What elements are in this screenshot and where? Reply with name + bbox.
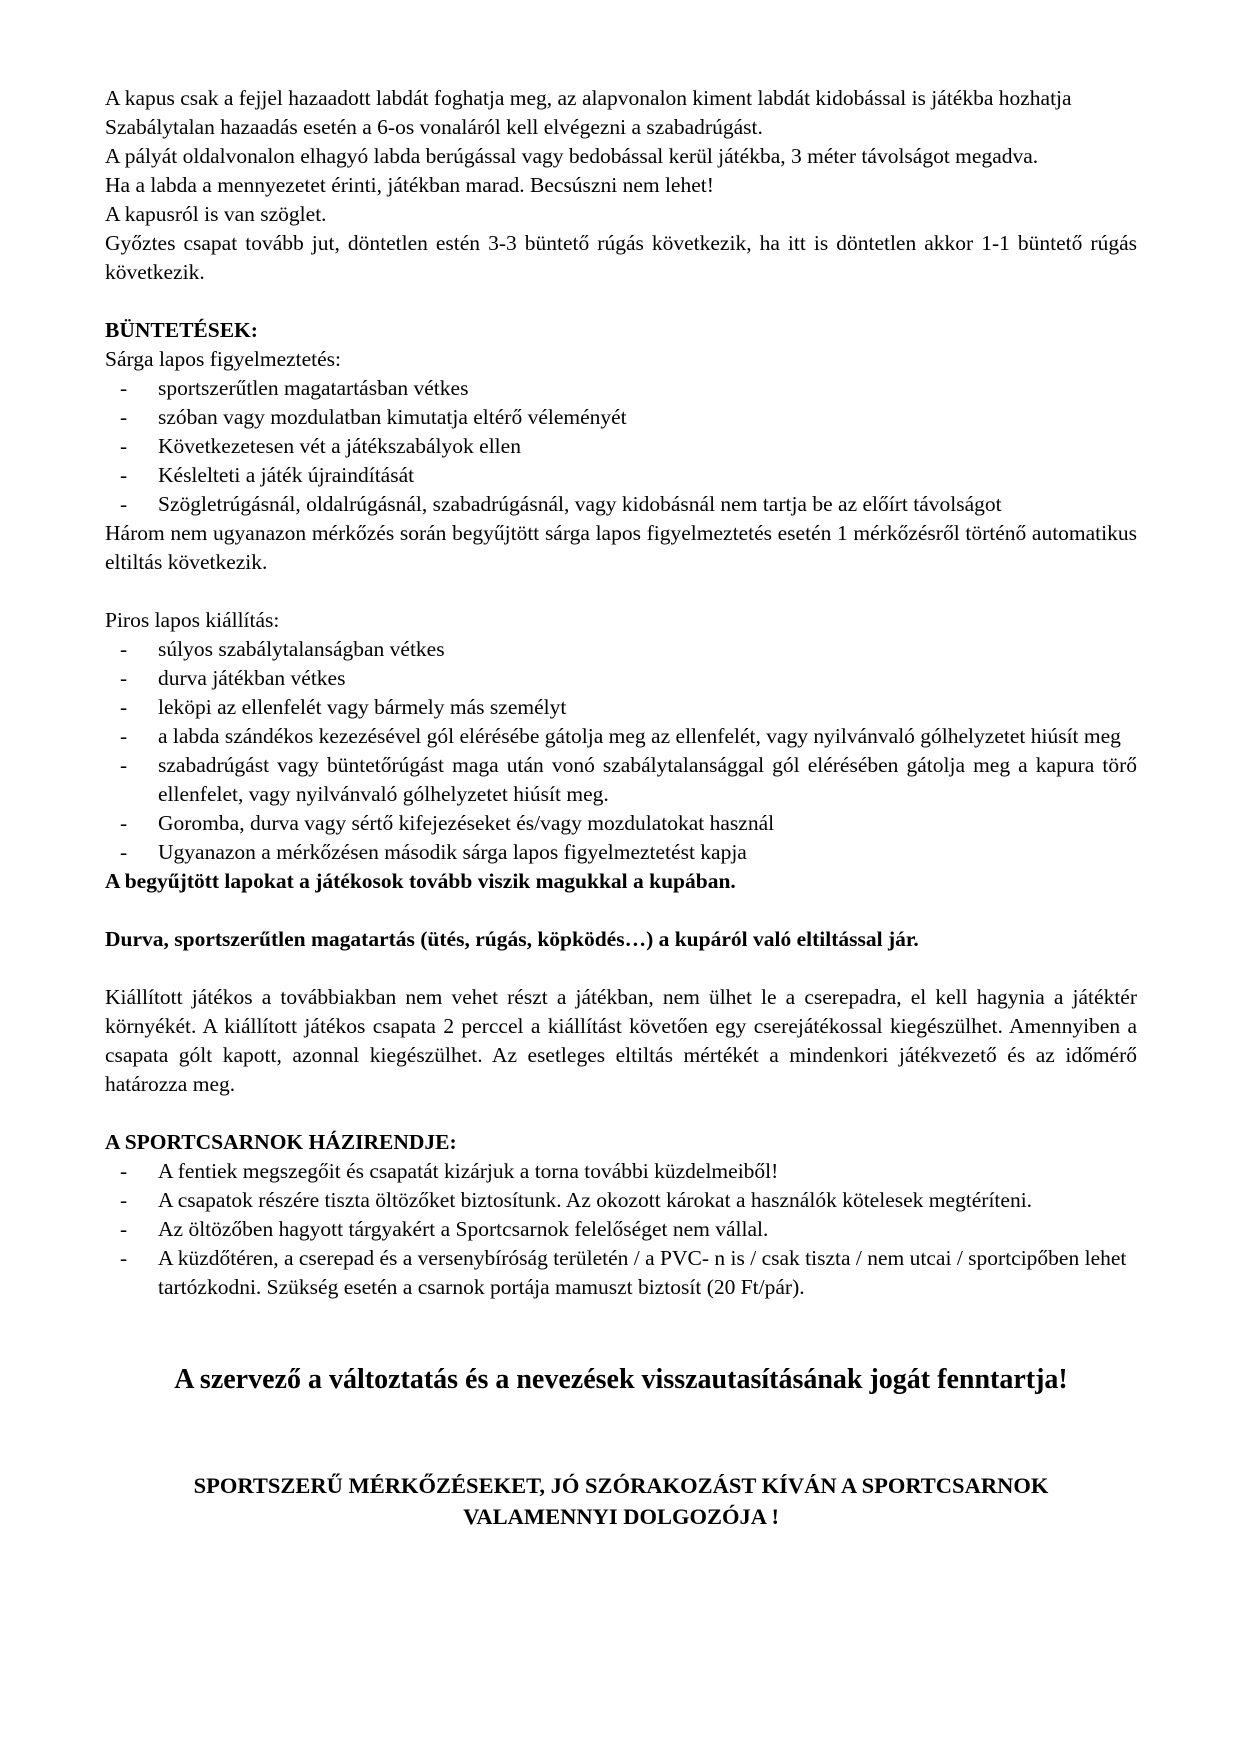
document-content xyxy=(105,84,1137,1532)
list-item xyxy=(105,1215,1137,1244)
list-item xyxy=(105,490,1137,519)
list-marker: - xyxy=(120,811,128,835)
list-marker: - xyxy=(120,1159,128,1183)
list-item-text: Ugyanazon a mérkőzésen második sárga lapos figyelmeztetést kapja xyxy=(158,840,747,864)
rules-paragraph: A kapusról is van szöglet. xyxy=(105,202,327,226)
list-item xyxy=(105,722,1137,751)
yellow-card-note: Három nem ugyanazon mérkőzés során begyűjtött sárga lapos figyelmeztetés esetén 1 mérkőzésről történő automatikus eltiltás következik. xyxy=(105,521,1137,574)
list-item-text: Következetesen vét a játékszabályok ellen xyxy=(158,434,521,458)
house-rules-heading: A SPORTCSARNOK HÁZIRENDJE: xyxy=(105,1130,457,1154)
list-item-text: Szögletrúgásnál, oldalrúgásnál, szabadrúgásnál, vagy kidobásnál nem tartja be az előírt távolságot xyxy=(158,492,1002,516)
list-item xyxy=(105,635,1137,664)
list-item-text: A küzdőtéren, a cserepad és a versenybíróság területén / a PVC- n is / csak tiszta / nem utcai / sportcipőben lehet tartózkodni. Szükség esetén a csarnok portája mamuszt biztosít (20 Ft/pár). xyxy=(158,1246,1127,1299)
red-card-list xyxy=(105,635,1137,867)
organizer-notice: A szervező a változtatás és a nevezések visszautasításának jogát fenntartja! xyxy=(174,1364,1068,1395)
list-item-text: A csapatok részére tiszta öltözőket biztosítunk. Az okozott károkat a használók kötelesek megtéríteni. xyxy=(158,1188,1033,1212)
list-item-text: Késlelteti a játék újraindítását xyxy=(158,463,415,487)
list-item xyxy=(105,664,1137,693)
closing-line-2: VALAMENNYI DOLGOZÓJA ! xyxy=(463,1504,779,1529)
list-marker: - xyxy=(120,637,128,661)
spacer xyxy=(105,1099,1137,1128)
list-item xyxy=(105,838,1137,867)
yellow-card-list xyxy=(105,374,1137,519)
list-item-text: szabadrúgást vagy büntetőrúgást maga után vonó szabálytalansággal gól elérésében gátolja meg a kapura törő ellenfelet, vagy nyilvánvaló gólhelyzetet hiúsít meg. xyxy=(158,753,1137,806)
list-marker: - xyxy=(120,695,128,719)
list-marker: - xyxy=(120,1246,128,1270)
list-marker: - xyxy=(120,724,128,748)
list-marker: - xyxy=(120,434,128,458)
list-item xyxy=(105,693,1137,722)
list-item-text: szóban vagy mozdulatban kimutatja eltérő véleményét xyxy=(158,405,627,429)
list-item xyxy=(105,403,1137,432)
closing-line-1: SPORTSZERŰ MÉRKŐZÉSEKET, JÓ SZÓRAKOZÁST KÍVÁN A SPORTCSARNOK xyxy=(193,1473,1049,1498)
rules-paragraph: Győztes csapat tovább jut, döntetlen estén 3-3 büntető rúgás következik, ha itt is döntetlen akkor 1-1 büntető rúgás következik. xyxy=(105,231,1137,284)
list-marker: - xyxy=(120,463,128,487)
list-item-text: Goromba, durva vagy sértő kifejezéseket és/vagy mozdulatokat használ xyxy=(158,811,775,835)
list-item-text: durva játékban vétkes xyxy=(158,666,346,690)
list-item xyxy=(105,1157,1137,1186)
list-item xyxy=(105,751,1137,809)
list-marker: - xyxy=(120,376,128,400)
list-item xyxy=(105,809,1137,838)
list-marker: - xyxy=(120,492,128,516)
list-item xyxy=(105,1186,1137,1215)
sent-off-paragraph: Kiállított játékos a továbbiakban nem vehet részt a játékban, nem ülhet le a cserepadra, el kell hagynia a játéktér környékét. A kiállított játékos csapata 2 perccel a kiállítást követően egy cserejátékossal kiegészülhet. Amennyiben a csapata gólt kapott, azonnal kiegészülhet. Az esetleges eltiltás mértékét a mindenkori játékvezető és az időmérő határozza meg. xyxy=(105,985,1137,1096)
yellow-card-label: Sárga lapos figyelmeztetés: xyxy=(105,347,342,371)
list-item xyxy=(105,432,1137,461)
list-marker: - xyxy=(120,1217,128,1241)
list-item-text: A fentiek megszegőit és csapatát kizárjuk a torna további küzdelmeiből! xyxy=(158,1159,779,1183)
list-item-text: a labda szándékos kezezésével gól elérésébe gátolja meg az ellenfelét, vagy nyilvánvaló gólhelyzetet hiúsít meg xyxy=(158,724,1121,748)
spacer xyxy=(105,896,1137,925)
list-item xyxy=(105,374,1137,403)
list-item-text: sportszerűtlen magatartásban vétkes xyxy=(158,376,469,400)
list-item-text: súlyos szabálytalanságban vétkes xyxy=(158,637,445,661)
list-marker: - xyxy=(120,753,128,777)
penalties-heading: BÜNTETÉSEK: xyxy=(105,318,258,342)
rules-paragraph: Szabálytalan hazaadás esetén a 6-os vonaláról kell elvégezni a szabadrúgást. xyxy=(105,115,763,139)
spacer xyxy=(105,577,1137,606)
list-item-text: Az öltözőben hagyott tárgyakért a Sportcsarnok felelőséget nem vállal. xyxy=(158,1217,769,1241)
list-marker: - xyxy=(120,405,128,429)
cards-carry-note: A begyűjtött lapokat a játékosok tovább viszik magukkal a kupában. xyxy=(105,869,736,893)
list-marker: - xyxy=(120,840,128,864)
house-rules-list xyxy=(105,1157,1137,1302)
rules-paragraph: Ha a labda a mennyezetet érinti, játékban marad. Becsúszni nem lehet! xyxy=(105,173,714,197)
rules-paragraph: A kapus csak a fejjel hazaadott labdát foghatja meg, az alapvonalon kiment labdát kidobással is játékba hozhatja xyxy=(105,86,1072,110)
list-item-text: leköpi az ellenfelét vagy bármely más személyt xyxy=(158,695,567,719)
list-marker: - xyxy=(120,666,128,690)
spacer xyxy=(105,954,1137,983)
expulsion-note: Durva, sportszerűtlen magatartás (ütés, rúgás, köpködés…) a kupáról való eltiltással jár. xyxy=(105,927,919,951)
red-card-label: Piros lapos kiállítás: xyxy=(105,608,280,632)
list-item xyxy=(105,461,1137,490)
closing-message xyxy=(105,1470,1137,1532)
spacer xyxy=(105,287,1137,316)
rules-paragraph: A pályát oldalvonalon elhagyó labda berúgással vagy bedobással kerül játékba, 3 méter távolságot megadva. xyxy=(105,144,1039,168)
list-item xyxy=(105,1244,1137,1302)
list-marker: - xyxy=(120,1188,128,1212)
